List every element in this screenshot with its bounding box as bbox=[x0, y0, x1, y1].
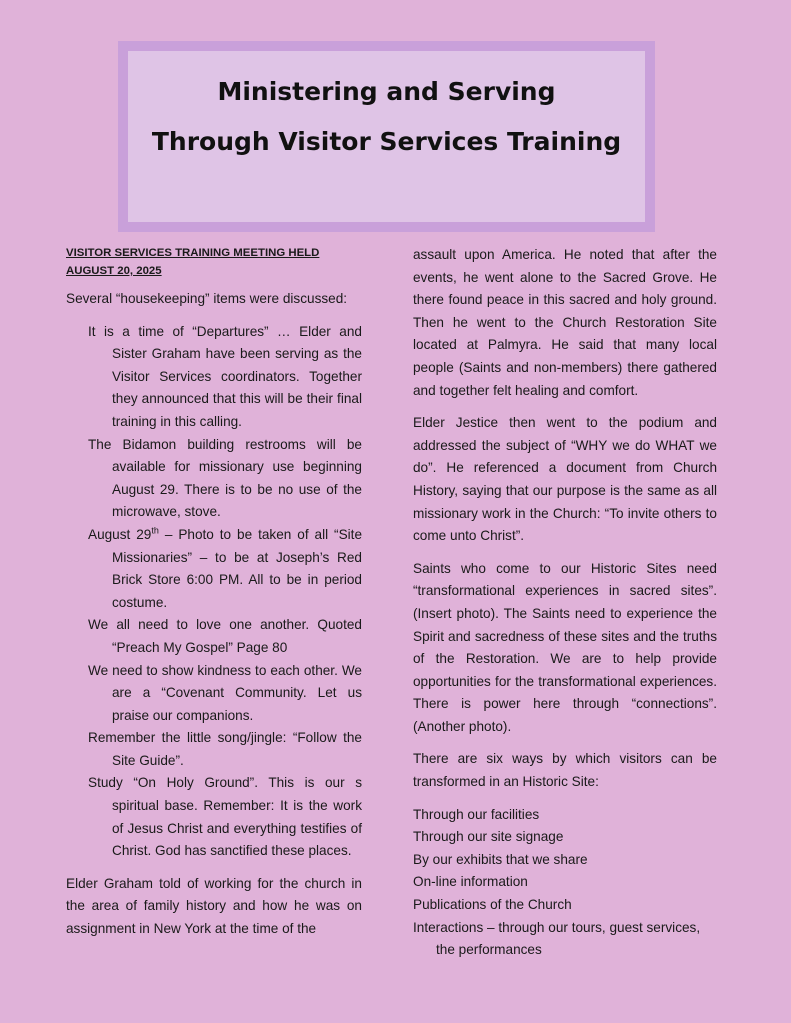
list-item: Through our facilities bbox=[413, 806, 540, 822]
list-item: Interactions – through our tours, guest services, the performances bbox=[413, 919, 701, 958]
ways-list bbox=[413, 804, 717, 962]
list-item bbox=[88, 524, 362, 614]
list-item: On-line information bbox=[413, 874, 528, 890]
list-item: Remember the little song/jingle: “Follow the Site Guide”. bbox=[88, 730, 362, 768]
date-ordinal-suffix: th bbox=[151, 525, 159, 536]
right-column bbox=[413, 244, 717, 962]
paragraph: Saints who come to our Historic Sites need “transformational experiences in sacred sites”. (Insert photo). The Saints need to experience the Spirit and sacredness of these sites and the truths of the Restoration. We are to help provide opportunities for the transformational experiences. There is power here through “connections”. (Another photo). bbox=[413, 560, 717, 734]
section-heading: VISITOR SERVICES TRAINING MEETING HELD AUGUST 20, 2025 bbox=[66, 247, 320, 277]
list-item: The Bidamon building restrooms will be available for missionary use beginning August 29. There is to be no use of the microwave, stove. bbox=[88, 436, 362, 520]
list-item: Study “On Holy Ground”. This is our s spiritual base. Remember: It is the work of Jesus Christ and everything testifies of Christ. God has sanctified these places. bbox=[88, 775, 362, 859]
closing-paragraph: Elder Graham told of working for the church in the area of family history and how he was on assignment in New York at the time of the bbox=[66, 875, 362, 937]
list-item: Through our site signage bbox=[413, 829, 564, 845]
list-item: We all need to love one another. Quoted “Preach My Gospel” Page 80 bbox=[88, 617, 362, 655]
housekeeping-list bbox=[66, 321, 362, 863]
left-column bbox=[66, 244, 362, 951]
paragraph: assault upon America. He noted that after the events, he went alone to the Sacred Grove. He there found peace in this sacred and holy ground. Then he went to the Church Restoration Site located at Palmyra. He said that many local people (Saints and non-members) there gathered and together felt healing and comfort. bbox=[413, 247, 717, 398]
page-title-line-1: Ministering and Serving bbox=[217, 77, 556, 106]
list-item: Publications of the Church bbox=[413, 897, 572, 913]
list-item-text: – Photo to be taken of all “Site Missionaries” – to be at Joseph’s Red Brick Store 6:00 PM. All to be in period costume. bbox=[112, 526, 363, 610]
list-item: We need to show kindness to each other. We are a “Covenant Community. Let us praise our companions. bbox=[88, 662, 362, 723]
title-banner-inner bbox=[128, 51, 645, 222]
paragraph: Elder Jestice then went to the podium and addressed the subject of “WHY we do WHAT we do”. He referenced a document from Church History, saying that our purpose is the same as all missionary work in the Church: “To invite others to come unto Christ”. bbox=[413, 415, 717, 544]
intro-paragraph: Several “housekeeping” items were discussed: bbox=[66, 291, 348, 306]
paragraph: There are six ways by which visitors can be transformed in an Historic Site: bbox=[413, 751, 717, 790]
page-title-line-2: Through Visitor Services Training bbox=[151, 127, 622, 156]
title-banner bbox=[118, 41, 655, 232]
list-item: By our exhibits that we share bbox=[413, 851, 588, 867]
list-item: It is a time of “Departures” … Elder and Sister Graham have been serving as the Visitor Services coordinators. Together they announced that this will be their final training in this calling. bbox=[88, 323, 362, 429]
list-item-date: August 29 bbox=[88, 526, 152, 542]
